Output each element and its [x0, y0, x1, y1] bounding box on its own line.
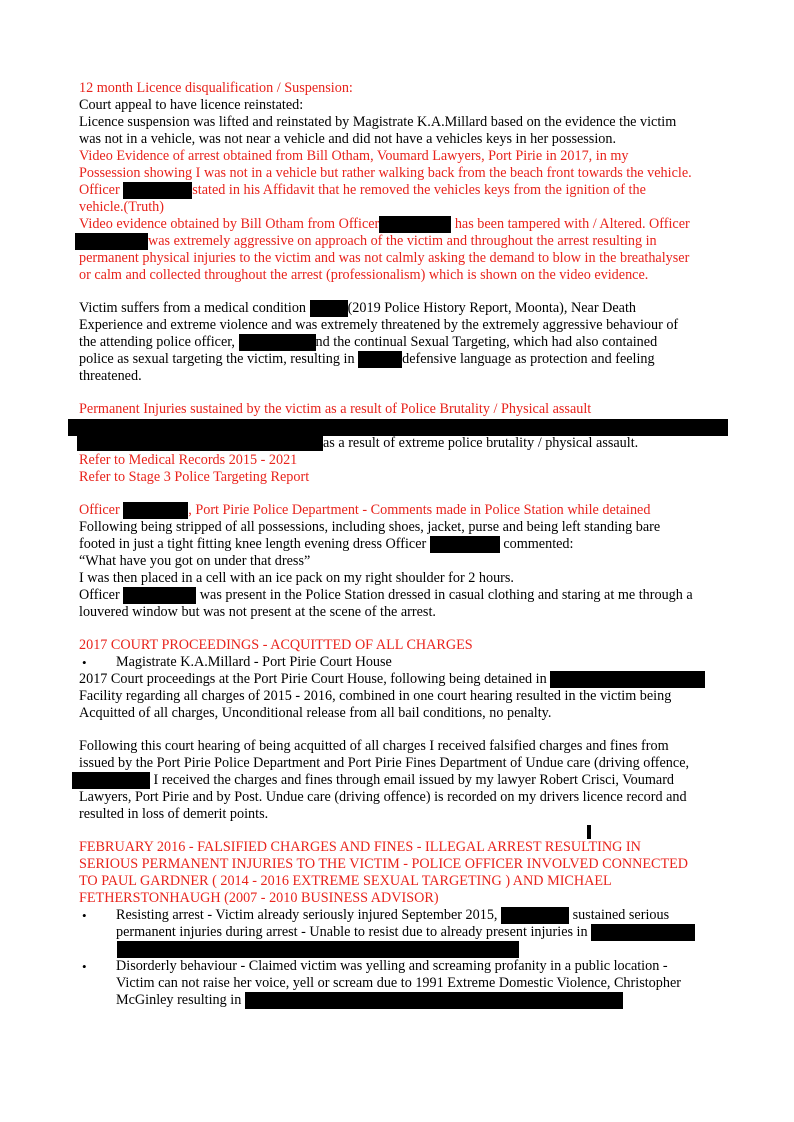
redaction-bar [430, 536, 500, 553]
text-line: Video Evidence of arrest obtained from Bill Otham, Voumard Lawyers, Port Pirie in 2017, in my [79, 148, 629, 164]
text-fragment: footed in just a tight fitting knee length evening dress Officer [79, 536, 427, 552]
text-line [79, 587, 693, 604]
text-fragment: sustained serious [572, 907, 670, 923]
text-line: or calm and collected throughout the arrest (professionalism) which is shown on the video evidence. [79, 267, 649, 283]
text-line [79, 536, 573, 553]
redaction-bar [123, 182, 192, 199]
bullet: • [82, 959, 87, 974]
redaction-bar [379, 216, 451, 233]
text-line: I was then placed in a cell with an ice pack on my right shoulder for 2 hours. [79, 570, 514, 586]
text-line: Possession showing I was not in a vehicle but rather walking back from the beach front towards the vehicle. [79, 165, 692, 181]
redaction-bar [68, 419, 728, 436]
text-fragment: I received the charges and fines through email issued by my lawyer Robert Crisci, Voumard [153, 772, 675, 788]
text-line: was not in a vehicle, was not near a vehicle and did not have a vehicles keys in her possession. [79, 131, 616, 147]
text-fragment: McGinley resulting in [116, 992, 242, 1008]
text-line: louvered window but was not present at the scene of the arrest. [79, 604, 436, 620]
text-line: Refer to Medical Records 2015 - 2021 [79, 452, 298, 468]
text-line: Following this court hearing of being acquitted of all charges I received falsified charges and fines from [79, 738, 669, 754]
text-line: Acquitted of all charges, Unconditional release from all bail conditions, no penalty. [79, 705, 552, 721]
redaction-bar [501, 907, 569, 924]
redaction-bar [123, 502, 188, 519]
text-fragment: , Port Pirie Police Department - Comments made in Police Station while detained [188, 502, 651, 518]
text-fragment: Officer [79, 182, 120, 198]
text-fragment: was present in the Police Station dressed in casual clothing and staring at me through a [199, 587, 693, 603]
redaction-bar [239, 334, 316, 351]
text-line: Refer to Stage 3 Police Targeting Report [79, 469, 310, 485]
text-line [72, 772, 674, 789]
text-fragment: 2017 Court proceedings at the Port Pirie Court House, following being detained in [79, 671, 547, 687]
list-item-cont [116, 992, 623, 1009]
redaction-bar [591, 924, 695, 941]
text-fragment: Resisting arrest - Victim already seriously injured September 2015, [116, 907, 498, 923]
text-fragment: has been tampered with / Altered. Officer [454, 216, 690, 232]
heading-february-2016-cont: SERIOUS PERMANENT INJURIES TO THE VICTIM - POLICE OFFICER INVOLVED CONNECTED [79, 856, 689, 872]
redaction-bar [77, 435, 323, 451]
text-line: Licence suspension was lifted and reinstated by Magistrate K.A.Millard based on the evidence the victim [79, 114, 677, 130]
redaction-bar [117, 941, 519, 958]
text-fragment: permanent injuries during arrest - Unable to resist due to already present injuries in [116, 924, 588, 940]
redaction-bar [72, 772, 150, 789]
list-item: Magistrate K.A.Millard - Port Pirie Court House [116, 654, 392, 670]
heading-february-2016-cont: FETHERSTONHAUGH (2007 - 2010 BUSINESS ADVISOR) [79, 890, 439, 906]
bullet: • [82, 908, 87, 923]
redaction-bar [310, 300, 348, 317]
text-line: threatened. [79, 368, 142, 384]
text-fragment: commented: [503, 536, 574, 552]
redaction-bar [123, 587, 196, 604]
text-fragment: Video evidence obtained by Bill Otham from Officer [79, 216, 380, 232]
text-line: Facility regarding all charges of 2015 - 2016, combined in one court hearing resulted in the victim being [79, 688, 672, 704]
heading-february-2016-cont: TO PAUL GARDNER ( 2014 - 2016 EXTREME SEXUAL TARGETING ) AND MICHAEL [79, 873, 612, 889]
text-line: vehicle.(Truth) [79, 199, 164, 215]
redaction-mark [587, 825, 591, 839]
text-line [79, 671, 705, 688]
redaction-bar [245, 992, 623, 1009]
list-item-cont [116, 924, 695, 941]
heading-permanent-injuries: Permanent Injuries sustained by the victim as a result of Police Brutality / Physical assault [79, 401, 592, 417]
text-line: Lawyers, Port Pirie and by Post. Undue care (driving offence) is recorded on my drivers licence record and [79, 789, 687, 805]
text-line [79, 351, 655, 368]
text-fragment: (2019 Police History Report, Moonta), Near Death [347, 300, 636, 316]
text-fragment: defensive language as protection and feeling [402, 351, 655, 367]
text-fragment: stated in his Affidavit that he removed the vehicles keys from the ignition of the [192, 182, 646, 198]
list-item [116, 907, 669, 924]
text-line [79, 300, 636, 317]
redaction-bar [75, 233, 148, 250]
redaction-bar [358, 351, 402, 368]
text-line: Experience and extreme violence and was extremely threatened by the extremely aggressive behaviour of [79, 317, 679, 333]
heading-february-2016: FEBRUARY 2016 - FALSIFIED CHARGES AND FINES - ILLEGAL ARREST RESULTING IN [79, 839, 641, 855]
text-line [79, 182, 646, 199]
text-line [75, 233, 657, 250]
heading-licence-disqualification: 12 month Licence disqualification / Suspension: [79, 80, 353, 96]
text-fragment: Victim suffers from a medical condition [79, 300, 307, 316]
text-fragment: police as sexual targeting the victim, resulting in [79, 351, 355, 367]
text-fragment: the attending police officer, [79, 334, 235, 350]
redaction-bar [550, 671, 705, 688]
heading-2017-court-proceedings: 2017 COURT PROCEEDINGS - ACQUITTED OF ALL CHARGES [79, 637, 473, 653]
text-line: resulted in loss of demerit points. [79, 806, 269, 822]
text-fragment: nd the continual Sexual Targeting, which had also contained [315, 334, 658, 350]
text-line [79, 334, 657, 351]
text-line: “What have you got on under that dress” [79, 553, 311, 569]
text-line: Court appeal to have licence reinstated: [79, 97, 304, 113]
bullet: • [82, 655, 87, 670]
text-fragment: Officer [79, 587, 120, 603]
list-item: Disorderly behaviour - Claimed victim was yelling and screaming profanity in a public location - [116, 958, 668, 974]
text-line: Following being stripped of all possessions, including shoes, jacket, purse and being left standing bare [79, 519, 661, 535]
text-line [79, 216, 690, 233]
list-item-cont: Victim can not raise her voice, yell or scream due to 1991 Extreme Domestic Violence, Christopher [116, 975, 681, 991]
text-fragment: was extremely aggressive on approach of the victim and throughout the arrest resulting in [148, 233, 657, 249]
text-line: permanent physical injuries to the victim and was not calmly asking the demand to blow in the breathalyser [79, 250, 690, 266]
heading-police-station-comments [79, 502, 650, 519]
text-fragment: Officer [79, 502, 120, 518]
text-line: as a result of extreme police brutality / physical assault. [323, 435, 639, 451]
text-line: issued by the Port Pirie Police Department and Port Pirie Fines Department of Undue care (driving offence, [79, 755, 690, 771]
